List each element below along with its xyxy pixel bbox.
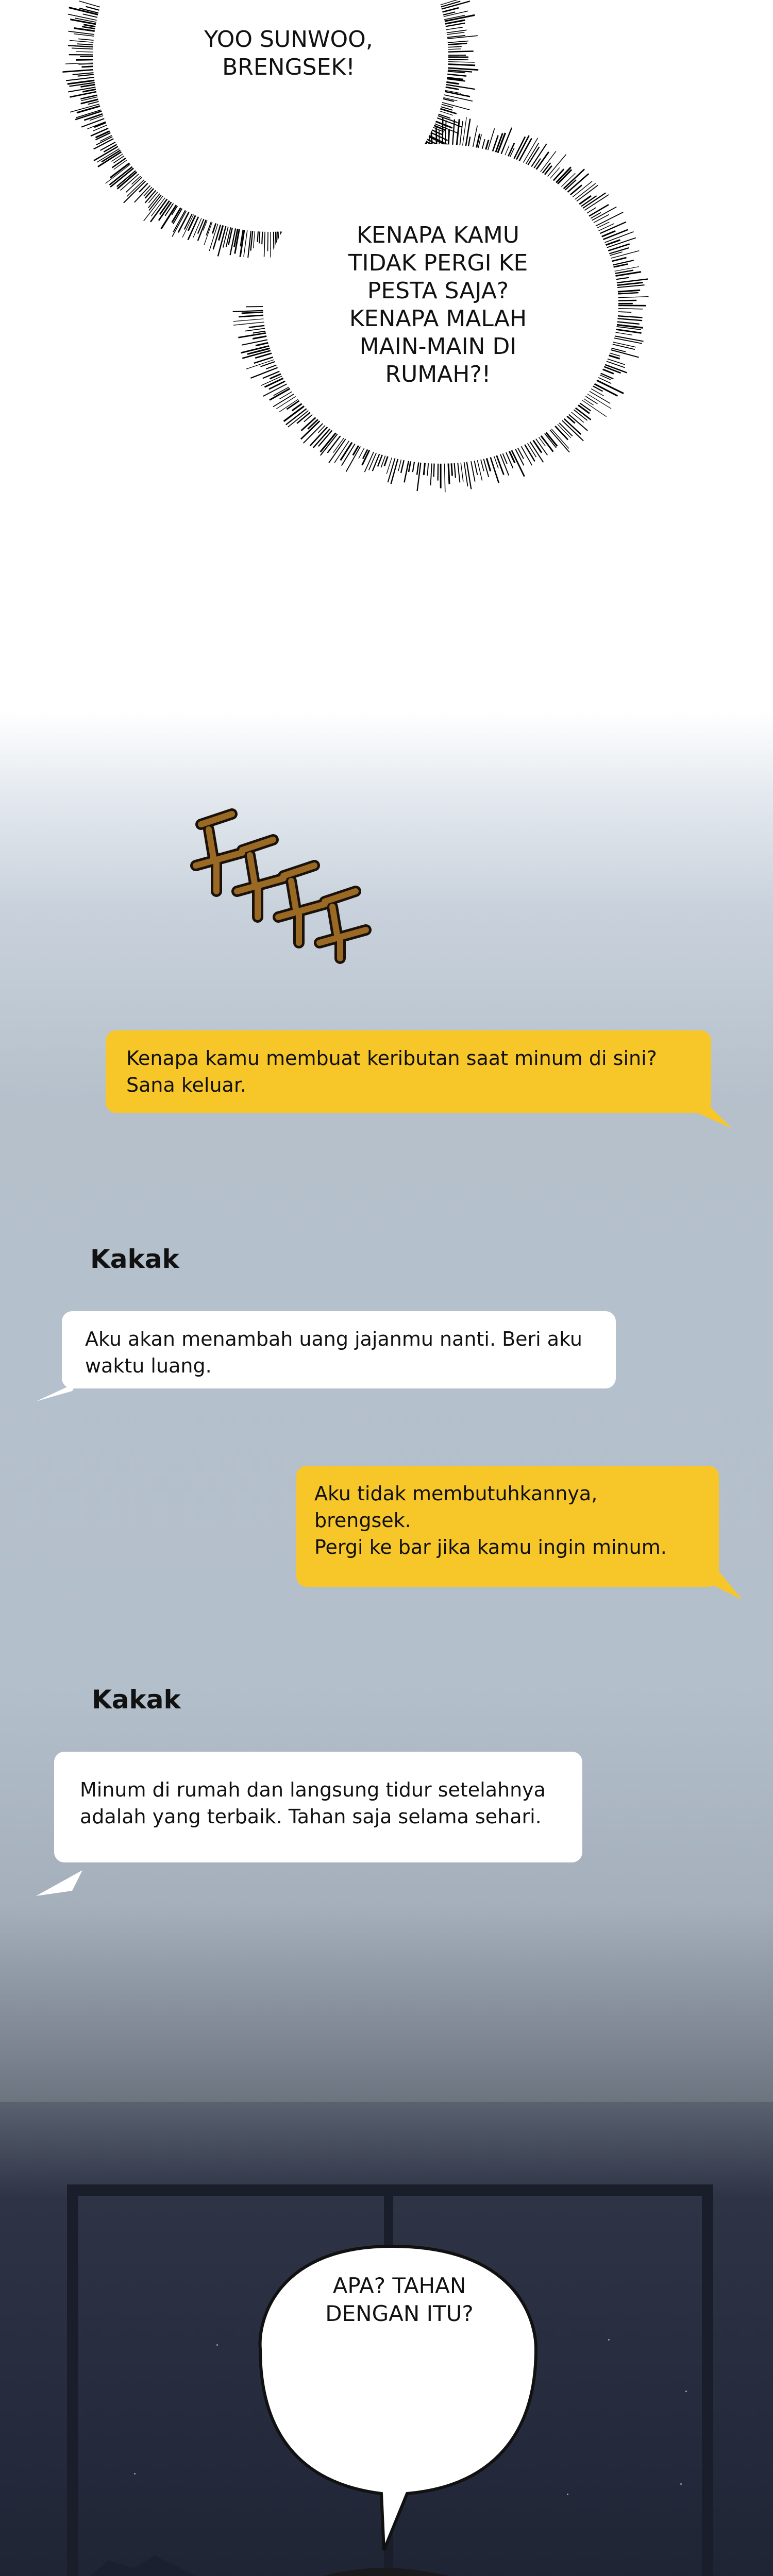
- spike-line: [233, 321, 267, 325]
- chat-bubble-1: [106, 1030, 711, 1113]
- spike-line: [159, 199, 173, 220]
- spike-line: [612, 272, 641, 277]
- spike-line: [483, 456, 489, 477]
- spike-line: [264, 228, 265, 257]
- spike-line: [68, 45, 97, 47]
- spike-line: [441, 94, 473, 101]
- chat-bubble-2: [62, 1311, 616, 1388]
- spike-line: [182, 211, 195, 237]
- top-panel: [0, 0, 773, 711]
- spike-line: [329, 436, 347, 463]
- spike-line: [460, 121, 463, 148]
- spike-line: [248, 227, 251, 258]
- spike-line: [615, 297, 649, 298]
- chat-panel: [0, 711, 773, 2102]
- sender-label-2: Kakak: [92, 1685, 181, 1715]
- chat-bubble-3: [296, 1466, 719, 1587]
- spike-line: [445, 51, 474, 52]
- spike-line: [68, 31, 97, 35]
- spike-line: [233, 311, 266, 312]
- spike-line: [444, 67, 478, 70]
- spike-line: [605, 244, 630, 251]
- spike-line: [68, 80, 98, 84]
- spike-line: [445, 64, 475, 65]
- spike-line: [466, 459, 472, 489]
- mountain-silhouette: [77, 2555, 216, 2576]
- sender-label-1: Kakak: [90, 1244, 179, 1274]
- chat-bubble-4: [54, 1752, 582, 1862]
- spike-line: [444, 41, 468, 43]
- spike-line: [72, 48, 96, 49]
- bubble-top-left-text: YOO SUNWOO, BRENGSEK!: [204, 26, 373, 80]
- spike-line: [431, 460, 432, 485]
- spike-line: [242, 339, 271, 345]
- chat-bubble-4-text: Minum di rumah dan langsung tidur setelahnya adalah yang terbaik. Tahan saja selama sehari.: [80, 1778, 546, 1828]
- spike-line: [457, 119, 460, 148]
- spike-line: [62, 70, 96, 72]
- spike-line: [198, 216, 208, 241]
- spike-line: [239, 315, 267, 316]
- spike-line: [513, 137, 525, 161]
- spike-line: [448, 461, 449, 484]
- spike-line: [70, 41, 97, 43]
- chat-tail-2: [36, 1870, 82, 1896]
- spike-line: [613, 325, 643, 328]
- sound-effect-icon: [186, 804, 412, 969]
- spike-line: [614, 321, 640, 324]
- spike-line: [445, 61, 475, 62]
- spike-line: [439, 101, 469, 110]
- spike-line: [611, 267, 639, 272]
- bubble-bottom-text: APA? TAHAN DENGAN ITU?: [325, 2273, 474, 2326]
- bubble-top-right-text: KENAPA KAMU TIDAK PERGI KE PESTA SAJA? KENAPA MALAH MAIN-MAIN DI RUMAH?!: [348, 222, 528, 387]
- spike-line: [458, 460, 460, 482]
- character-head: [258, 2568, 536, 2576]
- spike-line: [515, 135, 529, 162]
- night-scenery: [0, 2102, 773, 2576]
- spike-line: [460, 460, 463, 482]
- spike-line: [560, 418, 583, 441]
- spike-line: [534, 152, 549, 172]
- spike-line: [584, 392, 611, 409]
- spike-line: [602, 363, 627, 372]
- spike-line: [444, 461, 445, 493]
- spike-line: [443, 84, 475, 89]
- spike-line: [614, 293, 638, 294]
- spike-line: [465, 119, 470, 149]
- chat-bubble-1-text: Kenapa kamu membuat keributan saat minum di sini? Sana keluar.: [126, 1047, 657, 1096]
- night-window-panel: [0, 2102, 773, 2576]
- spike-line: [586, 389, 610, 403]
- spike-line: [79, 1, 104, 8]
- chat-bubble-2-text: Aku akan menambah uang jajanmu nanti. Beri aku waktu luang.: [85, 1328, 583, 1377]
- spike-line: [614, 318, 642, 320]
- spike-line: [614, 290, 640, 292]
- spike-line: [614, 316, 642, 318]
- chat-bubble-3-text: Aku tidak membutuhkannya, brengsek. Pergi ke bar jika kamu ingin minum.: [314, 1482, 667, 1558]
- spike-line: [242, 312, 267, 313]
- spike-line: [441, 91, 470, 96]
- spike-line: [233, 318, 267, 321]
